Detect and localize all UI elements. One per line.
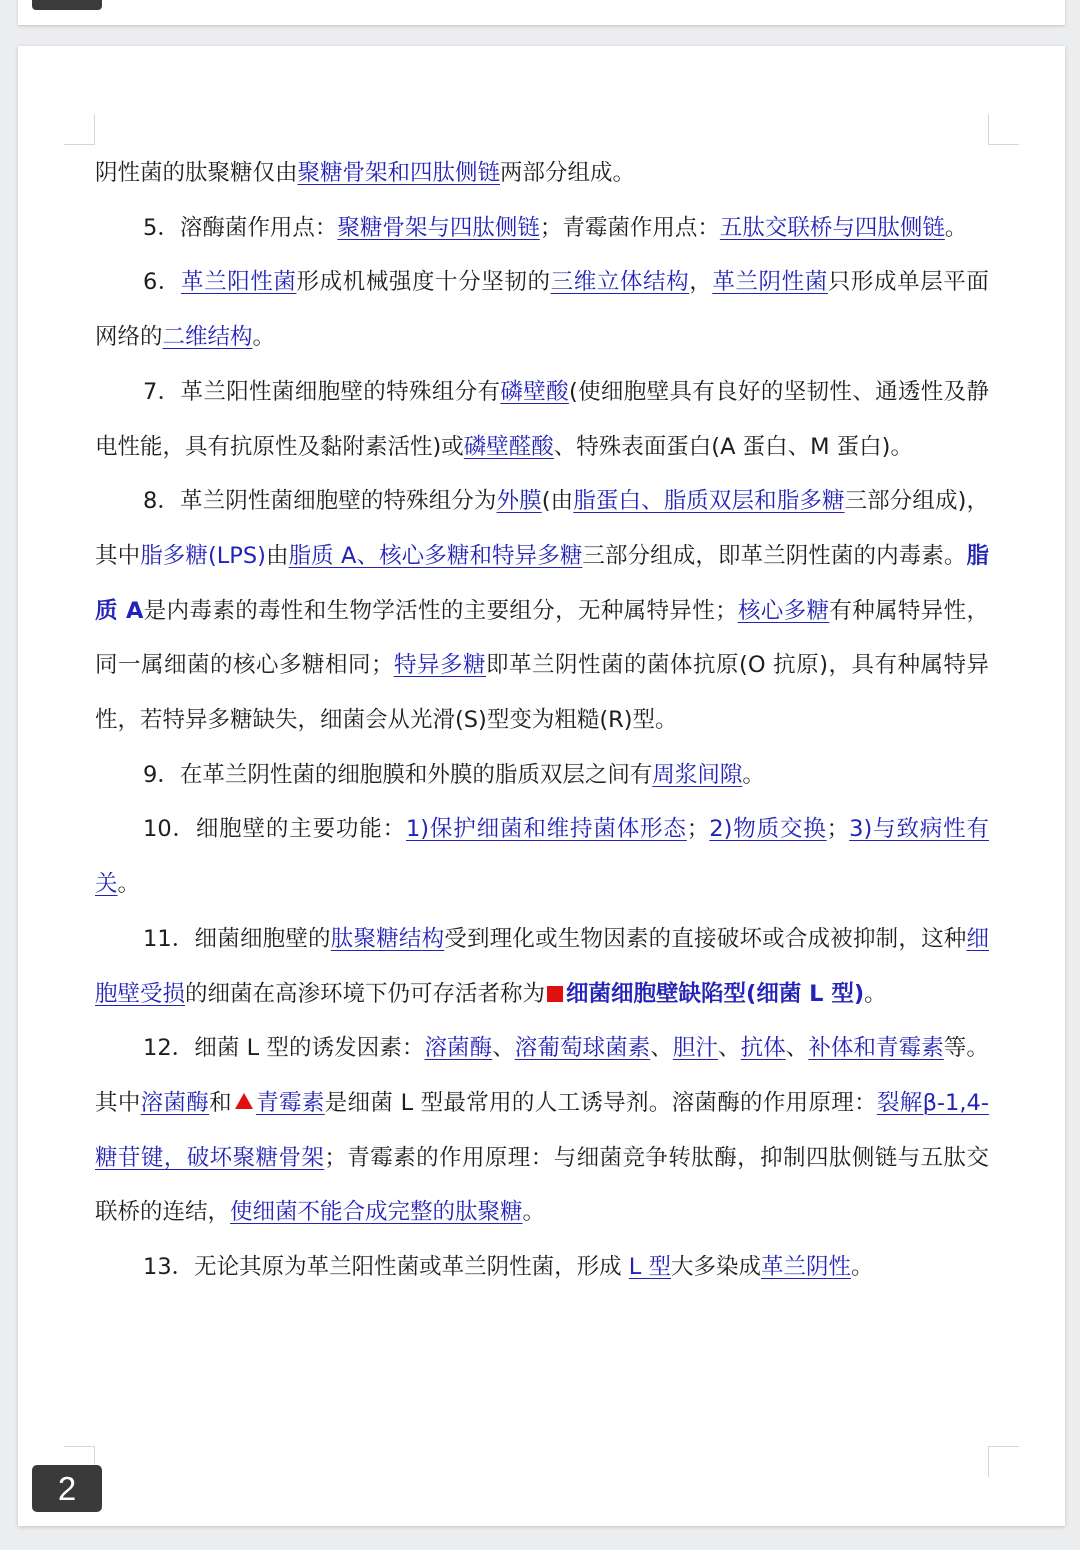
underlined-key-term: 聚糖骨架与四肽侧链 (337, 214, 540, 241)
text-run: 11．细菌细胞壁的 (143, 925, 331, 952)
paragraph-p13 (95, 1240, 989, 1295)
text-run: ；青霉素的作用原理：与细菌竞争转肽酶，抑制四肽侧链与五肽交联桥的连结， (95, 1144, 989, 1226)
red-triangle-marker-icon (235, 1093, 253, 1109)
document-page (18, 46, 1065, 1526)
text-run: (由 (541, 488, 574, 515)
text-run: 只形成单层平面网络的 (95, 269, 989, 351)
text-run: 。 (522, 1199, 546, 1226)
text-run: 、特殊表面蛋白(A 蛋白、M 蛋白)。 (553, 433, 913, 460)
underlined-key-term: 溶菌酶 (424, 1035, 493, 1062)
paragraph-p9 (95, 748, 989, 803)
paragraph-p8 (95, 474, 989, 748)
underlined-key-term: 核心多糖 (737, 597, 830, 624)
text-run: 。 (252, 324, 276, 351)
underlined-key-term: 外膜 (496, 488, 542, 515)
underlined-key-term: 脂质 A、核心多糖和特异多糖 (288, 542, 583, 569)
text-run: 。 (944, 214, 968, 241)
underlined-key-term: 革兰阴性 (761, 1254, 852, 1281)
underlined-key-term: 肽聚糖结构 (330, 925, 445, 952)
underlined-key-term: 磷壁醛酸 (463, 433, 554, 460)
paragraph-p10 (95, 802, 989, 911)
underlined-key-term: 3)与致病性有关 (95, 816, 989, 898)
text-run: 三部分组成)，其中 (95, 488, 989, 569)
page-number-badge[interactable]: 2 (32, 1465, 102, 1512)
underlined-key-term: 使细菌不能合成完整的肽聚糖 (230, 1199, 523, 1226)
text-run: 等。其中 (95, 1035, 989, 1116)
previous-page-number-badge (32, 0, 102, 10)
crop-mark-top-right (988, 114, 1019, 145)
text-run: 、 (718, 1035, 741, 1062)
text-run: 受到理化或生物因素的直接破坏或合成被抑制，这种 (444, 925, 967, 952)
underlined-key-term: 周浆间隙 (652, 761, 743, 788)
previous-page-edge (18, 0, 1065, 25)
paragraph-p0 (95, 146, 989, 201)
text-run: 形成机械强度十分坚韧的 (296, 269, 551, 296)
crop-mark-bottom-right (988, 1446, 1019, 1477)
text-run: ， (689, 269, 713, 296)
underlined-key-term: 补体和青霉素 (808, 1035, 944, 1062)
text-run: ； (686, 816, 710, 843)
text-run: (使细胞壁具有良好的坚韧性、通透性及静电性能，具有抗原性及黏附素活性)或 (95, 378, 989, 460)
text-run: 。 (117, 871, 141, 898)
red-square-marker-icon (547, 986, 563, 1002)
underlined-key-term: 青霉素 (255, 1089, 325, 1116)
underlined-key-term: 胆汁 (672, 1035, 718, 1062)
text-run: 10．细胞壁的主要功能： (143, 816, 406, 843)
text-run: 6． (143, 269, 182, 296)
text-run: 三部分组成，即革兰阴性菌的内毒素。 (582, 542, 967, 569)
underlined-key-term: 特异多糖 (393, 652, 487, 679)
underlined-key-term: 抗体 (740, 1035, 786, 1062)
page-text-body (95, 146, 989, 1295)
text-run: ； (826, 816, 850, 843)
text-run: 5．溶酶菌作用点： (143, 214, 338, 241)
underlined-key-term: 1)保护细菌和维持菌体形态 (405, 816, 687, 843)
text-run: 13．无论其原为革兰阳性菌或革兰阴性菌，形成 (143, 1254, 629, 1281)
text-run: 、 (785, 1035, 809, 1062)
text-run: 12．细菌 L 型的诱发因素： (143, 1035, 425, 1062)
underlined-key-term: 二维结构 (162, 324, 253, 351)
paragraph-p11 (95, 912, 989, 1021)
highlighted-term: 细菌细胞壁缺陷型(细菌 L 型) (566, 980, 865, 1007)
underlined-key-term: 革兰阳性菌 (181, 269, 297, 296)
underlined-key-term: 溶葡萄球菌素 (514, 1035, 651, 1062)
underlined-key-term: 脂蛋白、脂质双层和脂多糖 (573, 488, 845, 515)
paragraph-p6 (95, 255, 989, 364)
text-run: 是细菌 L 型最常用的人工诱导剂。溶菌酶的作用原理： (324, 1089, 877, 1116)
text-run: 。 (742, 761, 765, 788)
text-run: 。 (864, 980, 887, 1007)
paragraph-p5 (95, 201, 989, 256)
text-run: 和 (209, 1089, 232, 1116)
underlined-key-term: L 型 (628, 1254, 671, 1281)
text-run: 的细菌在高渗环境下仍可存活者称为 (185, 980, 546, 1007)
underlined-key-term: 聚糖骨架和四肽侧链 (297, 160, 501, 186)
text-run: 是内毒素的毒性和生物学活性的主要组分，无种属特异性； (143, 597, 738, 624)
paragraph-p7 (95, 365, 989, 474)
text-run: ；青霉菌作用点： (539, 214, 720, 241)
text-run: 即革兰阴性菌的菌体抗原(O 抗原)，具有种属特异性，若特异多糖缺失，细菌会从光滑(S)型变为粗糙(R)型。 (95, 652, 989, 734)
text-run: 由 (265, 542, 289, 569)
underlined-key-term: 五肽交联桥与四肽侧链 (719, 214, 945, 241)
crop-mark-top-left (64, 114, 95, 145)
underlined-key-term: 2)物质交换 (709, 816, 827, 843)
underlined-key-term: 革兰阴性菌 (712, 269, 828, 296)
text-run: 有种属特异性，同一属细菌的核心多糖相同； (95, 597, 989, 679)
text-run: 、 (492, 1035, 515, 1062)
text-run: 大多染成 (671, 1254, 762, 1281)
paragraph-p12 (95, 1021, 989, 1240)
text-run: 。 (851, 1254, 874, 1281)
underlined-key-term: 裂解β-1,4-糖苷键，破坏聚糖骨架 (95, 1089, 989, 1171)
highlighted-term: 脂多糖(LPS) (140, 542, 266, 569)
underlined-key-term: 三维立体结构 (550, 269, 690, 296)
text-run: 两部分组成。 (500, 160, 636, 186)
underlined-key-term: 磷壁酸 (500, 378, 569, 405)
text-run: 8．革兰阴性菌细胞壁的特殊组分为 (143, 488, 497, 515)
text-run: 、 (650, 1035, 673, 1062)
highlighted-term: 脂质 A (95, 542, 989, 624)
underlined-key-term: 溶菌酶 (140, 1089, 210, 1116)
underlined-key-term: 细胞壁受损 (95, 925, 989, 1007)
text-run: 9．在革兰阴性菌的细胞膜和外膜的脂质双层之间有 (143, 761, 653, 788)
text-run: 阴性菌的肽聚糖仅由 (95, 160, 298, 186)
text-run: 7．革兰阳性菌细胞壁的特殊组分有 (143, 378, 501, 405)
